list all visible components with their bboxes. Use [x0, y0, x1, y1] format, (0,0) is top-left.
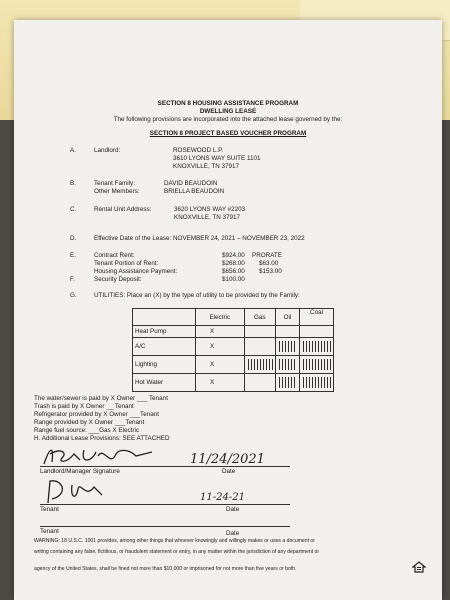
utility-electric-mark: X [196, 326, 245, 338]
lease-document [14, 20, 442, 600]
utility-gas-cell [244, 338, 275, 356]
rental-address-label: Rental Unit Address: [94, 206, 152, 213]
utility-gas-cell [244, 374, 275, 392]
tenant-date-label: Date [226, 506, 240, 513]
prorate-hap: $153.00 [259, 268, 282, 275]
contract-rent-label: Contract Rent: [94, 252, 135, 259]
section-f-letter: F. [70, 276, 75, 283]
hap-label: Housing Assistance Payment: [94, 268, 178, 275]
section-e-letter: E. [70, 252, 76, 259]
utility-header-gas: Gas [244, 309, 275, 326]
section-g-letter: G. [70, 292, 77, 299]
tenant-sign-date: 11-24-21 [200, 492, 245, 503]
equal-housing-icon [412, 561, 426, 573]
other-members-value: BRIELLA BEAUDOIN [164, 188, 225, 195]
utility-coal-hatched [299, 338, 333, 356]
doc-subtitle: DWELLING LEASE [199, 108, 257, 115]
utility-coal-hatched [299, 374, 333, 392]
utilities-table [132, 308, 334, 392]
utilities-instruction: UTILITIES: Place an (X) by the type of utility to be provided by the Family: [94, 292, 300, 299]
utility-electric-mark: X [196, 338, 245, 356]
hap-value: $656.00 [222, 268, 245, 275]
prorate-tenant: $63.00 [259, 260, 279, 267]
tenant-signature [42, 477, 122, 507]
contract-rent-value: $924.00 [222, 252, 245, 259]
utility-oil-hatched [275, 374, 299, 392]
utility-row [133, 326, 334, 338]
utility-row [133, 374, 334, 392]
utility-name: A/C [133, 338, 196, 356]
utility-header-coal: Coal [299, 309, 333, 326]
landlord-date-label: Date [222, 468, 236, 475]
utility-name: Hot Water [133, 374, 196, 392]
tenant-family-label: Tenant Family: [94, 180, 135, 187]
utility-gas-cell [244, 326, 275, 338]
utilities-header-row [133, 309, 334, 326]
utility-name: Lighting [133, 356, 196, 374]
tenant2-date-label: Date [226, 530, 240, 537]
tenant2-signature-label: Tenant [40, 528, 59, 535]
utility-header-oil: Oil [275, 309, 299, 326]
range-provision: Range provided by X Owner ___Tenant [34, 419, 145, 426]
landlord-label: Landlord: [94, 147, 121, 154]
landlord-name: ROSEWOOD L.P. [173, 147, 224, 154]
tenant-signature-line [40, 504, 290, 505]
utility-coal-hatched [299, 356, 333, 374]
utility-oil-hatched [275, 338, 299, 356]
utility-header-electric: Electric [196, 309, 245, 326]
tenant2-signature-line [40, 526, 290, 527]
tenant-portion-value: $268.00 [222, 260, 245, 267]
range-fuel-provision: Range fuel source: ___Gas X Electric [34, 427, 140, 434]
additional-provisions: H. Additional Lease Provisions: SEE ATTACHED [34, 435, 170, 442]
section-c-letter: C. [70, 206, 77, 213]
warning-line-2: writing containing any false, fictitious, or fraudulent statement or entry, in any matter within the jurisdiction of any department or [34, 549, 320, 555]
refrigerator-provision: Refrigerator provided by X Owner ___Tenant [34, 411, 159, 418]
section-a-letter: A. [70, 147, 76, 154]
warning-line-1: WARNING: 18 U.S.C. 1001 provides, among other things that whoever knowingly and willingly makes or uses a document or [34, 538, 315, 544]
utility-row [133, 338, 334, 356]
warning-line-3: agency of the United States, shall be fined not more than $10,000 or imprisoned for not more than five years or both. [34, 566, 297, 572]
effective-date: Effective Date of the Lease: NOVEMBER 24, 2021 – NOVEMBER 23, 2022 [94, 235, 305, 242]
doc-intro: The following provisions are incorporated into the attached lease governed by the: [113, 116, 343, 123]
doc-title: SECTION 8 HOUSING ASSISTANCE PROGRAM [157, 100, 299, 107]
water-sewer-provision: The water/sewer is paid by X Owner ___ Tenant [34, 395, 168, 402]
utility-header-blank [133, 309, 196, 326]
security-deposit-label: Security Deposit: [94, 276, 142, 283]
landlord-signature-label: Landlord/Manager Signature [40, 468, 120, 475]
section-b-letter: B. [70, 180, 76, 187]
utility-electric-mark: X [196, 374, 245, 392]
tenant-portion-label: Tenant Portion of Rent: [94, 260, 159, 267]
security-deposit-value: $100.00 [222, 276, 245, 283]
trash-provision: Trash is paid by X Owner __ Tenant [34, 403, 134, 410]
landlord-address-2: KNOXVILLE, TN 37917 [173, 163, 240, 170]
utility-oil-hatched [275, 356, 299, 374]
tenant-signature-label: Tenant [40, 506, 59, 513]
rental-address-line-1: 3620 LYONS WAY #2203 [174, 206, 246, 213]
utility-gas-hatched [244, 356, 275, 374]
prorate-heading: PRORATE [252, 252, 282, 259]
rental-address-line-2: KNOXVILLE, TN 37917 [174, 214, 241, 221]
landlord-address-1: 3610 LYONS WAY SUITE 1101 [173, 155, 261, 162]
landlord-sign-date: 11/24/2021 [190, 452, 265, 467]
tenant-family-value: DAVID BEAUDOIN [164, 180, 218, 187]
utility-name: Heat Pump [133, 326, 196, 338]
other-members-label: Other Members: [94, 188, 140, 195]
utility-row [133, 356, 334, 374]
section-d-letter: D. [70, 235, 77, 242]
program-name: SECTION 8 PROJECT BASED VOUCHER PROGRAM [149, 130, 307, 137]
utility-electric-mark: X [196, 356, 245, 374]
utility-oil-cell [275, 326, 299, 338]
utility-coal-cell [299, 326, 333, 338]
